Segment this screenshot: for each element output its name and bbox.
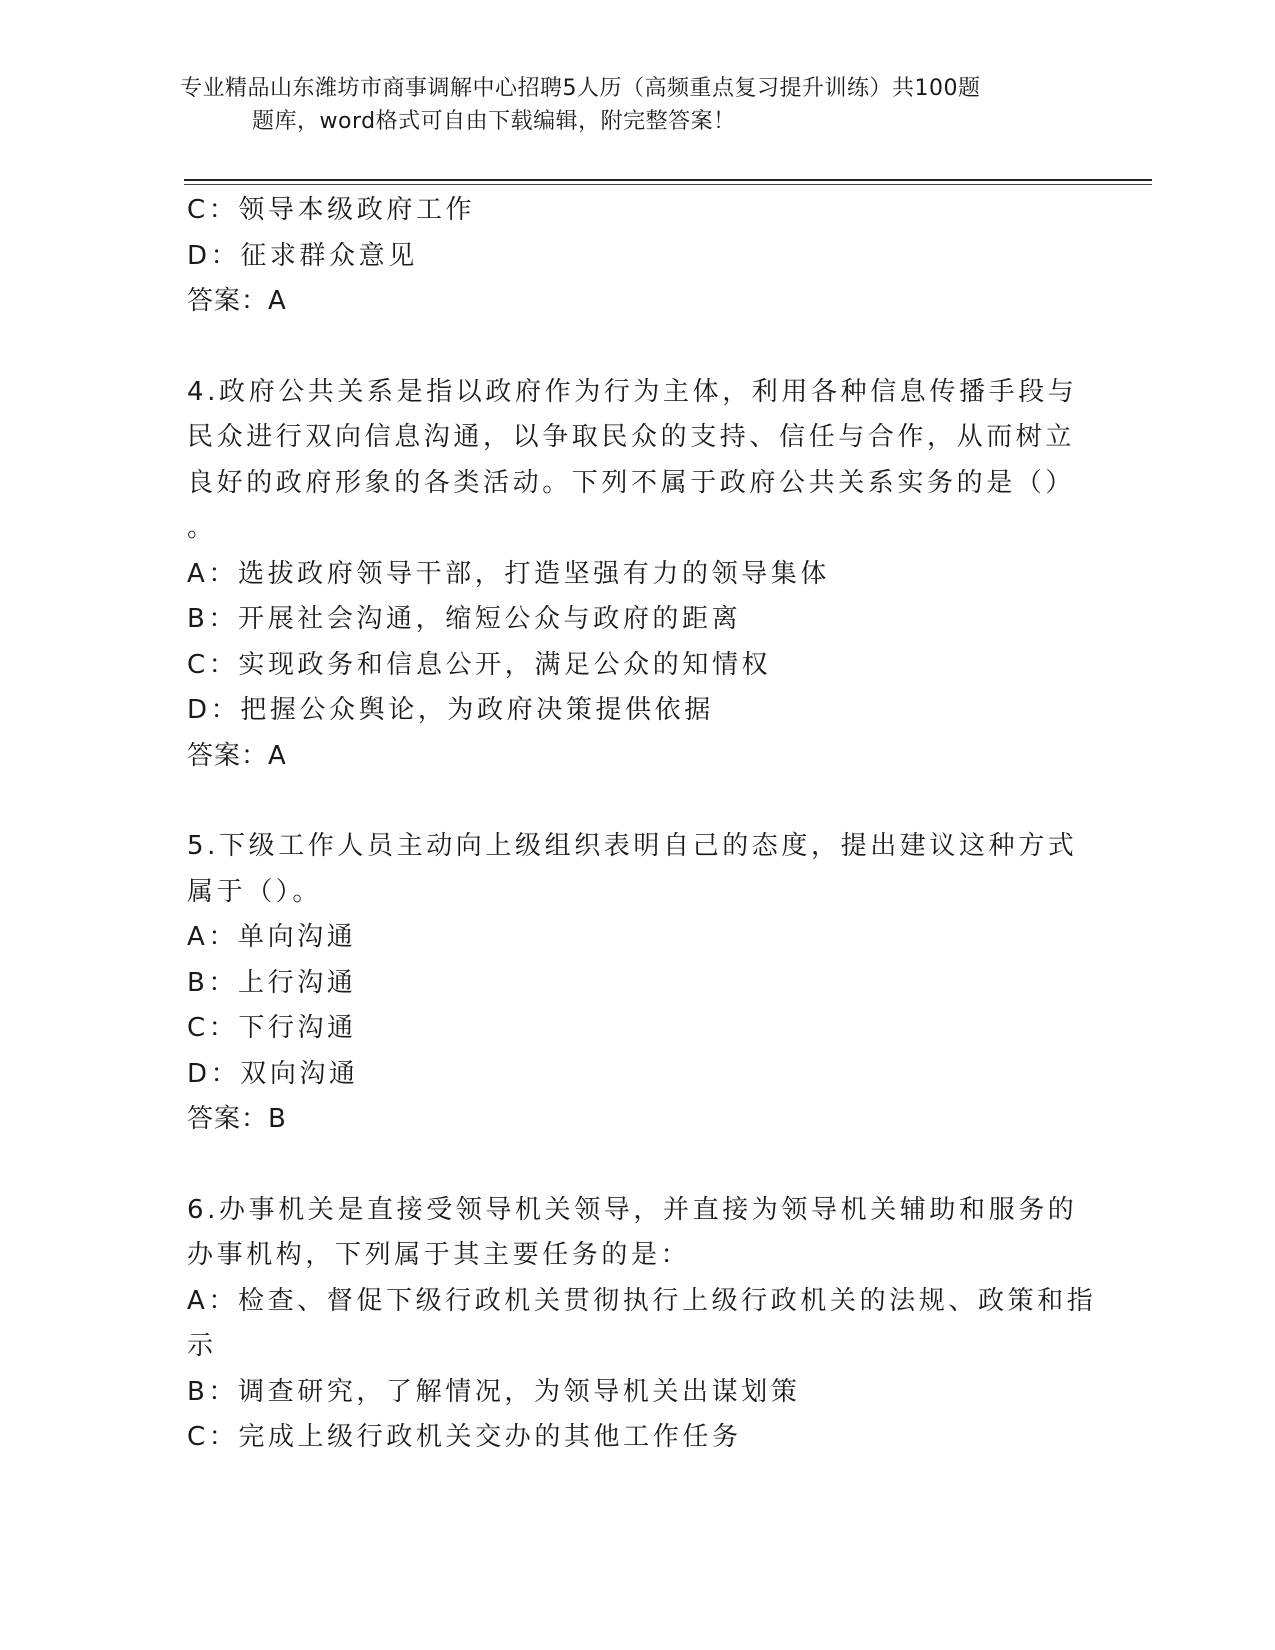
spacer [187,1143,1067,1188]
option-b: B：开展社会沟通，缩短公众与政府的距离 [187,604,742,634]
option-b: B：调查研究，了解情况，为领导机关出谋划策 [187,1376,801,1407]
question-stem-line: 6.办事机关是直接受领导机关领导，并直接为领导机关辅助和服务的 [187,1194,1078,1225]
option-d: D：双向沟通 [187,1058,359,1089]
question-3-tail [187,188,1067,325]
option-a: A：检查、督促下级行政机关贯彻执行上级行政机关的法规、政策和指 [187,1285,1097,1316]
option-a: A：单向沟通 [187,922,357,952]
question-6 [187,1188,1097,1461]
document-header [180,72,1060,138]
document-body [187,188,1097,1461]
question-stem-line: 良好的政府形象的各类活动。下列不属于政府公共关系实务的是（） [187,467,1076,498]
header-title-line-1: 专业精品山东潍坊市商事调解中心招聘5人历（高频重点复习提升训练）共100题 [180,76,981,101]
question-stem-line: 属于（）。 [187,876,323,907]
option-d: D：征求群众意见 [187,240,418,271]
option-c: C：实现政务和信息公开，满足公众的知情权 [187,649,772,680]
spacer [187,779,1067,824]
option-b: B：上行沟通 [187,967,357,998]
option-c: C：完成上级行政机关交办的其他工作任务 [187,1422,742,1452]
answer-line: 答案：A [187,286,287,316]
question-stem-line: 5.下级工作人员主动向上级组织表明自己的态度，提出建议这种方式 [187,831,1078,861]
option-d: D：把握公众舆论，为政府决策提供依据 [187,695,714,725]
question-stem-line: 4.政府公共关系是指以政府作为行为主体，利用各种信息传播手段与 [187,376,1078,407]
option-c: C：领导本级政府工作 [187,195,476,225]
spacer [187,325,1067,370]
question-stem-line: 。 [187,513,217,543]
option-a: A：选拔政府领导干部，打造坚强有力的领导集体 [187,558,830,589]
question-stem-line: 民众进行双向信息沟通，以争取民众的支持、信任与合作，从而树立 [187,422,1076,452]
question-5 [187,824,1078,1143]
option-a-continued: 示 [187,1331,217,1361]
question-stem-line: 办事机构，下列属于其主要任务的是： [187,1240,691,1270]
header-rule-thin [184,184,1152,185]
answer-line: 答案：B [187,1104,287,1134]
header-title-line-2: 题库，word格式可自由下载编辑，附完整答案！ [252,109,736,134]
header-rule-thick [184,179,1152,181]
answer-line: 答案：A [187,740,287,771]
option-c: C：下行沟通 [187,1013,357,1043]
question-4 [187,370,1078,780]
